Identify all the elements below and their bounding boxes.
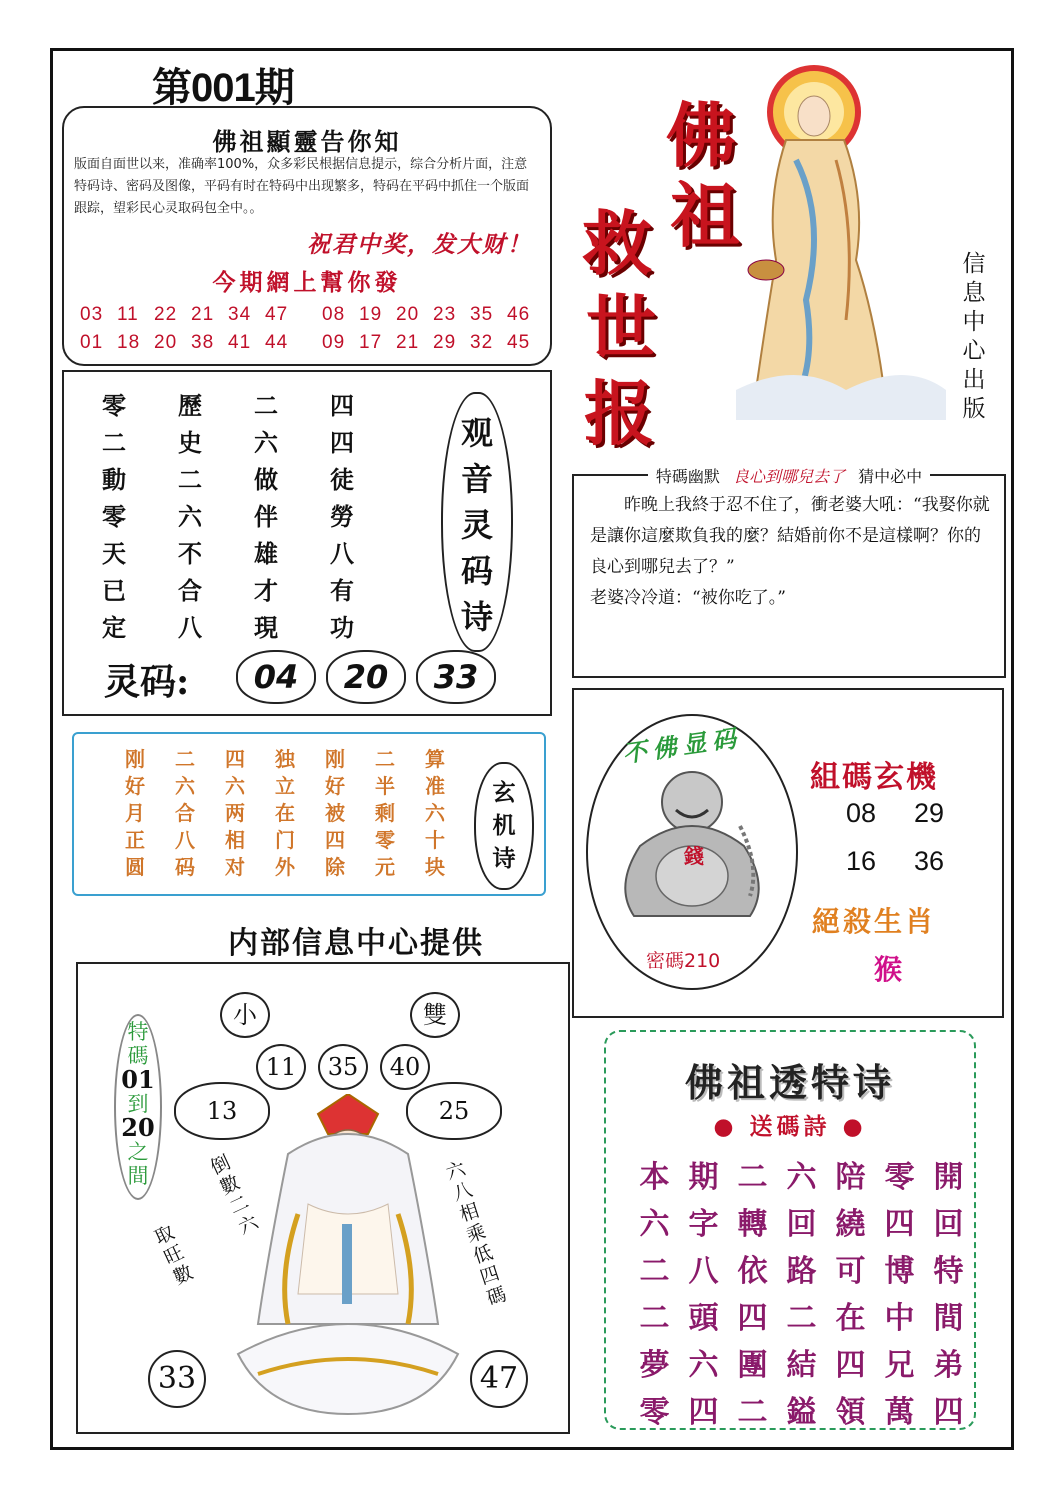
tou-row — [630, 1387, 973, 1434]
guanyin-poem-box — [62, 370, 552, 716]
number-circle: 40 — [380, 1044, 430, 1090]
vertical-hint-char: 倒 — [207, 1151, 234, 1180]
vertical-hint-char: 取 — [151, 1221, 178, 1250]
number: 11 — [117, 304, 139, 325]
vertical-hint-char: 六 — [443, 1157, 469, 1185]
tou-char: 博 — [884, 1254, 915, 1289]
xuanji-side-oval — [474, 762, 534, 890]
tou-char: 六 — [786, 1160, 817, 1195]
poem-char: 六 — [254, 428, 278, 457]
tou-char: 頭 — [688, 1301, 719, 1336]
number-row-2b — [322, 332, 544, 354]
xuanji-char: 相 — [225, 828, 245, 852]
poem-grid — [102, 386, 422, 645]
xuanji-char: 好 — [125, 774, 145, 798]
number: 35 — [470, 304, 494, 325]
zuma-title: 組碼玄機 — [810, 760, 938, 795]
te-to-label: 到 — [127, 1092, 149, 1116]
xuanji-char: 八 — [175, 828, 195, 852]
xuanji-column — [260, 746, 310, 881]
lingma-number: 04 — [236, 650, 316, 704]
te-label: 碼 — [127, 1044, 149, 1068]
poem-char: 現 — [254, 613, 278, 642]
poem-row — [102, 534, 422, 571]
vertical-hint-char: 低 — [470, 1241, 496, 1269]
tou-char: 六 — [639, 1207, 670, 1242]
announcement-box — [62, 106, 552, 366]
mima-code: 密碼210 — [646, 950, 721, 972]
xuanji-grid — [110, 746, 460, 881]
number: 01 — [80, 332, 104, 353]
number-circle: 35 — [318, 1044, 368, 1090]
xuanji-side-char: 诗 — [492, 845, 516, 872]
tou-char: 二 — [639, 1301, 670, 1336]
number: 38 — [191, 332, 215, 353]
tou-char: 在 — [835, 1301, 866, 1336]
announcement-title: 佛祖顯靈告你知 — [212, 127, 402, 156]
number: 21 — [396, 332, 420, 353]
te-label: 特 — [127, 1020, 149, 1044]
poem-row — [102, 497, 422, 534]
number: 18 — [117, 332, 141, 353]
xuanji-char: 二 — [375, 747, 395, 771]
tou-subtitle: ● 送碼詩 ● — [713, 1113, 867, 1140]
xuanji-char: 四 — [225, 747, 245, 771]
tou-char: 零 — [639, 1395, 670, 1430]
provider-text: 内部信息中心提供 — [228, 926, 484, 961]
tou-poem-box — [604, 1030, 976, 1430]
number: 17 — [359, 332, 383, 353]
number: 22 — [154, 304, 178, 325]
poem-side-char: 观 — [460, 414, 493, 452]
poem-char: 動 — [102, 465, 126, 494]
vertical-hint-char: 數 — [216, 1171, 244, 1200]
vertical-hint-char: 數 — [169, 1261, 197, 1290]
tou-char: 轉 — [737, 1207, 768, 1242]
xuanji-poem-box — [72, 732, 546, 896]
poem-char: 歷 — [178, 391, 202, 420]
xuanji-column — [360, 746, 410, 881]
vertical-hint-char: 八 — [450, 1178, 476, 1206]
number-row-1b — [322, 304, 544, 326]
number-oval: 25 — [406, 1082, 502, 1140]
poem-char: 二 — [102, 428, 126, 457]
xuanji-char: 好 — [325, 774, 345, 798]
joke-box — [572, 467, 1006, 678]
xuanji-char: 零 — [375, 828, 395, 852]
tou-row — [630, 1340, 973, 1387]
poem-row — [102, 571, 422, 608]
xuanji-column — [160, 746, 210, 881]
number-row-2a — [80, 332, 302, 354]
number: 21 — [191, 304, 215, 325]
tou-title: 佛祖透特诗 — [684, 1060, 895, 1105]
left-vertical-hint-2 — [150, 1221, 198, 1290]
number-row-1a — [80, 304, 302, 326]
xuanji-char: 算 — [425, 747, 445, 771]
vertical-hint-char: 相 — [457, 1199, 482, 1227]
poem-char: 已 — [102, 576, 126, 605]
tou-char: 弟 — [933, 1348, 964, 1383]
xuanji-side-char: 玄 — [492, 779, 516, 806]
poem-row — [102, 423, 422, 460]
jue-zodiac: 猴 — [874, 953, 903, 986]
tou-char: 二 — [786, 1301, 817, 1336]
xuanji-char: 六 — [425, 801, 445, 825]
tou-char: 八 — [688, 1254, 719, 1289]
tou-char: 回 — [933, 1207, 964, 1242]
lingma-number: 33 — [416, 650, 496, 704]
xuanji-char: 除 — [325, 855, 345, 879]
xuanji-char: 合 — [175, 801, 195, 825]
publisher-text — [960, 250, 988, 424]
poem-char: 零 — [102, 391, 126, 420]
poem-char: 四 — [330, 428, 354, 457]
vertical-hint-char: 碼 — [484, 1283, 510, 1311]
xuanji-char: 元 — [375, 855, 395, 879]
poem-char: 四 — [330, 391, 354, 420]
arc-title: 不佛显码 — [620, 723, 744, 769]
announcement-body: 版面自面世以来，准确率100%，众多彩民根据信息提示，综合分析片面，注意特码诗、密码及图像，平码有时在特码中出现繁多，特码在平码中抓住一个版面跟踪，望彩民心灵取码包全中。。 — [74, 157, 530, 216]
zuma-number: 08 — [846, 798, 877, 828]
guanyin-numbers-box — [76, 962, 570, 1434]
poem-row — [102, 386, 422, 423]
number-circle: 11 — [256, 1044, 306, 1090]
vertical-hint-char: 四 — [477, 1262, 503, 1290]
tou-char: 團 — [737, 1348, 768, 1383]
xuanji-char: 立 — [275, 774, 295, 798]
tou-char: 繞 — [835, 1207, 866, 1242]
tou-char: 四 — [835, 1348, 866, 1383]
xuanji-char: 六 — [175, 774, 195, 798]
tou-char: 二 — [737, 1160, 768, 1195]
poem-side-char: 诗 — [460, 598, 493, 636]
number: 09 — [322, 332, 346, 353]
poem-side-char: 音 — [460, 460, 493, 498]
masthead-char: 佛 — [666, 94, 736, 177]
joke-paragraph: 老婆冷冷道：“被你吃了。” — [590, 588, 786, 608]
tou-char: 二 — [639, 1254, 670, 1289]
xuanji-column — [110, 746, 160, 881]
xuanji-char: 正 — [125, 828, 145, 852]
tou-char: 零 — [884, 1160, 915, 1195]
xuanji-char: 被 — [325, 801, 345, 825]
vertical-hint-char: 六 — [235, 1211, 262, 1240]
number: 23 — [433, 304, 457, 325]
number: 41 — [228, 332, 252, 353]
number: 29 — [433, 332, 457, 353]
tou-grid — [630, 1152, 973, 1434]
xuanji-char: 剩 — [375, 801, 395, 825]
issue-number: 第001期 — [152, 66, 294, 110]
number-circle-large: 33 — [148, 1350, 206, 1408]
tou-char: 夢 — [639, 1348, 670, 1383]
xuanji-char: 圆 — [125, 855, 145, 879]
publisher-char: 版 — [962, 396, 986, 422]
xuanji-side-char: 机 — [492, 812, 516, 839]
xuanji-char: 六 — [225, 774, 245, 798]
xuanji-column — [210, 746, 260, 881]
joke-heading-c: 猜中必中 — [854, 467, 926, 486]
lingma-number: 20 — [326, 650, 406, 704]
poem-char: 做 — [254, 465, 278, 494]
number: 34 — [228, 304, 252, 325]
tou-char: 特 — [933, 1254, 964, 1289]
number: 08 — [322, 304, 346, 325]
xuanji-char: 块 — [425, 855, 445, 879]
xuanji-char: 门 — [275, 828, 295, 852]
xuanji-char: 码 — [175, 855, 195, 879]
tou-char: 陪 — [835, 1160, 866, 1195]
masthead-char: 救 — [582, 202, 652, 285]
poem-char: 伴 — [254, 502, 278, 531]
guanyin-seated-image — [228, 1094, 468, 1424]
poem-char: 零 — [102, 502, 126, 531]
poem-row — [102, 460, 422, 497]
xuanji-char: 二 — [175, 747, 195, 771]
lingma-label: 灵码: — [104, 661, 190, 703]
poem-side-oval — [441, 392, 513, 652]
xuanji-char: 半 — [375, 774, 395, 798]
publisher-char: 息 — [962, 280, 986, 306]
masthead-char: 世 — [586, 286, 656, 369]
tou-char: 字 — [688, 1207, 719, 1242]
number: 44 — [265, 332, 289, 353]
xuanji-char: 独 — [275, 747, 295, 771]
te-to: 20 — [121, 1113, 155, 1142]
tou-char: 可 — [835, 1254, 866, 1289]
poem-char: 史 — [178, 428, 202, 457]
te-label: 間 — [127, 1164, 149, 1188]
xuanji-char: 对 — [225, 855, 245, 879]
poem-side-char: 灵 — [460, 506, 493, 544]
number: 45 — [507, 332, 531, 353]
number: 46 — [507, 304, 531, 325]
number: 03 — [80, 304, 104, 325]
masthead-char: 报 — [584, 372, 654, 455]
publisher-char: 心 — [962, 338, 986, 364]
tou-char: 本 — [639, 1160, 670, 1195]
double-badge: 雙 — [410, 992, 460, 1038]
tou-row — [630, 1199, 973, 1246]
tou-row — [630, 1246, 973, 1293]
poem-char: 不 — [178, 539, 202, 568]
guanyin-standing-image — [736, 60, 946, 420]
joke-text — [590, 490, 990, 614]
tou-char: 結 — [786, 1348, 817, 1383]
xuanji-char: 月 — [125, 801, 145, 825]
xuanji-column — [310, 746, 360, 881]
poem-char: 合 — [178, 576, 202, 605]
poem-char: 八 — [330, 539, 354, 568]
tou-char: 間 — [933, 1301, 964, 1336]
poem-char: 勞 — [330, 502, 354, 531]
seal-char: 錢 — [684, 844, 704, 868]
xuanji-char: 准 — [425, 774, 445, 798]
publisher-char: 信 — [962, 251, 986, 277]
poem-char: 二 — [254, 391, 278, 420]
xuanji-char: 外 — [275, 855, 295, 879]
tou-char: 六 — [688, 1348, 719, 1383]
te-from: 01 — [121, 1065, 155, 1094]
number: 32 — [470, 332, 494, 353]
number-circle-large: 47 — [470, 1350, 528, 1408]
poem-row — [102, 608, 422, 645]
announcement-subtitle: 今期網上幫你發 — [212, 269, 402, 296]
xuanji-char: 两 — [225, 801, 245, 825]
joke-heading-title: 良心到哪兒去了 — [729, 467, 849, 486]
tou-char: 開 — [933, 1160, 964, 1195]
tou-char: 四 — [933, 1395, 964, 1430]
number: 19 — [359, 304, 383, 325]
vertical-hint-char: 二 — [225, 1191, 253, 1220]
masthead-char: 祖 — [670, 174, 740, 257]
tou-char: 萬 — [884, 1395, 915, 1430]
vertical-hint-char: 旺 — [160, 1241, 188, 1270]
vertical-hint-char: 乘 — [463, 1220, 489, 1248]
xuanji-char: 刚 — [125, 747, 145, 771]
poem-char: 才 — [254, 576, 278, 605]
poem-char: 二 — [178, 465, 202, 494]
tou-char: 四 — [884, 1207, 915, 1242]
xuanji-char: 四 — [325, 828, 345, 852]
number: 47 — [265, 304, 289, 325]
joke-paragraph: 昨晚上我終于忍不住了，衝老婆大吼：“我娶你就是讓你這麼欺負我的麼？結婚前你不是這樣啊？你的良心到哪兒去了？” — [590, 495, 990, 577]
tou-char: 鎰 — [786, 1395, 817, 1430]
zuma-number: 29 — [914, 798, 945, 828]
te-code-oval — [114, 1014, 162, 1200]
tou-char: 兄 — [884, 1348, 915, 1383]
announcement-wish: 祝君中奖，发大财！ — [307, 231, 532, 258]
xuanji-char: 在 — [275, 801, 295, 825]
poem-char: 天 — [102, 539, 126, 568]
mima-box — [572, 688, 1004, 1018]
zuma-number: 36 — [914, 846, 945, 876]
tou-char: 領 — [835, 1395, 866, 1430]
xuanji-char: 刚 — [325, 747, 345, 771]
poem-char: 功 — [330, 613, 354, 642]
publisher-char: 中 — [962, 309, 986, 335]
poem-char: 徒 — [330, 465, 354, 494]
number: 20 — [396, 304, 420, 325]
poem-char: 有 — [330, 576, 354, 605]
tou-char: 回 — [786, 1207, 817, 1242]
tou-subtitle-text: 送碼詩 — [749, 1113, 831, 1140]
tou-char: 四 — [737, 1301, 768, 1336]
poem-side-char: 码 — [460, 552, 493, 590]
poem-char: 雄 — [254, 539, 278, 568]
number: 20 — [154, 332, 178, 353]
tou-char: 依 — [737, 1254, 768, 1289]
tou-char: 期 — [688, 1160, 719, 1195]
joke-heading-a: 特碼幽默 — [652, 467, 724, 486]
number-oval: 13 — [174, 1082, 270, 1140]
tou-row — [630, 1152, 973, 1199]
poem-char: 定 — [102, 613, 126, 642]
xuanji-char: 十 — [425, 828, 445, 852]
tou-row — [630, 1293, 973, 1340]
jue-title: 絕殺生肖 — [812, 905, 937, 938]
tou-char: 四 — [688, 1395, 719, 1430]
xuanji-column — [410, 746, 460, 881]
buddha-oval — [586, 714, 798, 990]
publisher-char: 出 — [962, 367, 986, 393]
tou-char: 二 — [737, 1395, 768, 1430]
tou-char: 中 — [884, 1301, 915, 1336]
joke-heading — [574, 464, 1004, 487]
small-badge: 小 — [220, 992, 270, 1038]
tou-char: 路 — [786, 1254, 817, 1289]
zuma-number: 16 — [846, 846, 877, 876]
poem-char: 八 — [178, 613, 202, 642]
poem-char: 六 — [178, 502, 202, 531]
te-label: 之 — [127, 1140, 149, 1164]
